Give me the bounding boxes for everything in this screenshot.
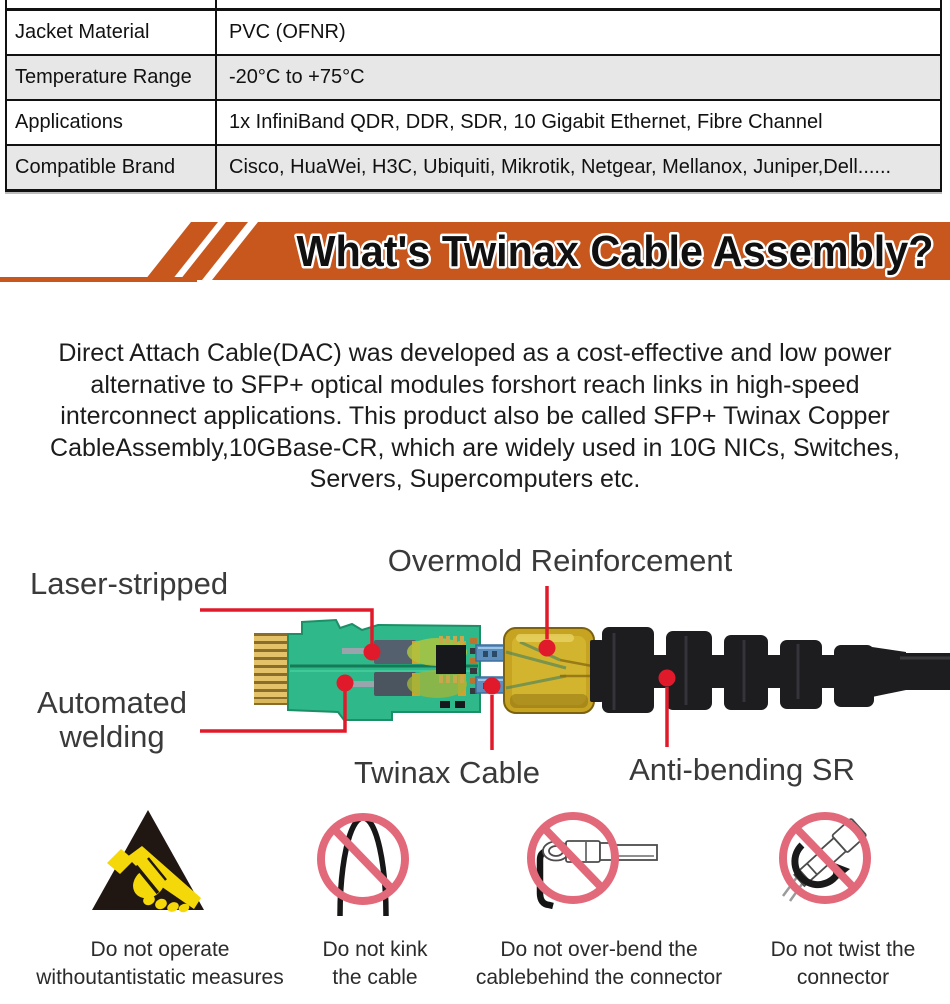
pcb-body bbox=[288, 620, 480, 720]
label-line: welding bbox=[59, 719, 165, 754]
connector-photo bbox=[254, 620, 950, 720]
caption-line: the cable bbox=[332, 966, 418, 989]
caption-line: connector bbox=[796, 966, 890, 989]
strain-relief-boot bbox=[590, 627, 906, 713]
intro-line: interconnect applications. This product also be called SFP+ Twinax Copper bbox=[60, 402, 890, 430]
warning-caption bbox=[718, 936, 950, 992]
label-laser-stripped: Laser-stripped bbox=[30, 566, 229, 601]
label-line: Automated bbox=[37, 685, 187, 720]
intro-line: alternative to SFP+ optical modules forshort reach links in high-speed bbox=[90, 370, 860, 399]
banner-title: What's Twinax Cable Assembly? bbox=[296, 228, 934, 276]
table-row-label: Compatible Brand bbox=[7, 146, 217, 189]
table-row-value: -20°C to +75°C bbox=[229, 66, 365, 88]
caption-line: Do not twist the bbox=[770, 938, 916, 961]
esd-warning-icon bbox=[92, 810, 204, 914]
table-row-value: Cisco, HuaWei, H3C, Ubiquiti, Mikrotik, Netgear, Mellanox, Juniper,Dell...... bbox=[229, 156, 892, 178]
table-row-label: Jacket Material bbox=[7, 11, 217, 54]
warning-caption bbox=[449, 936, 749, 992]
no-kink-icon bbox=[321, 817, 405, 916]
no-twist-icon bbox=[783, 816, 867, 901]
label-automated-welding bbox=[28, 686, 196, 754]
caption-line: Do not operate bbox=[90, 938, 230, 961]
cable bbox=[900, 653, 950, 690]
intro-line: Servers, Supercomputers etc. bbox=[309, 465, 641, 493]
warning-caption bbox=[10, 936, 310, 992]
caption-line: cablebehind the connector bbox=[475, 966, 723, 989]
no-overbend-icon bbox=[531, 816, 657, 906]
table-row-value: 1x InfiniBand QDR, DDR, SDR, 10 Gigabit Ethernet, Fibre Channel bbox=[229, 111, 823, 133]
caption-line: withoutantistatic measures bbox=[36, 966, 284, 989]
caption-line: Do not over-bend the bbox=[500, 938, 698, 961]
caption-line: Do not kink bbox=[322, 938, 428, 961]
table-row-label: Applications bbox=[7, 101, 217, 144]
gold-fingers bbox=[254, 633, 290, 705]
table-row-label: Temperature Range bbox=[7, 56, 217, 99]
intro-line: Direct Attach Cable(DAC) was developed as a cost-effective and low power bbox=[58, 339, 892, 367]
label-overmold-reinforcement: Overmold Reinforcement bbox=[387, 543, 733, 578]
table-row-value: PVC (OFNR) bbox=[229, 21, 346, 43]
warning-caption bbox=[275, 936, 475, 992]
label-anti-bending-sr: Anti-bending SR bbox=[629, 752, 855, 787]
intro-line: CableAssembly,10GBase-CR, which are widely used in 10G NICs, Switches, bbox=[50, 433, 900, 462]
label-twinax-cable: Twinax Cable bbox=[353, 755, 541, 790]
